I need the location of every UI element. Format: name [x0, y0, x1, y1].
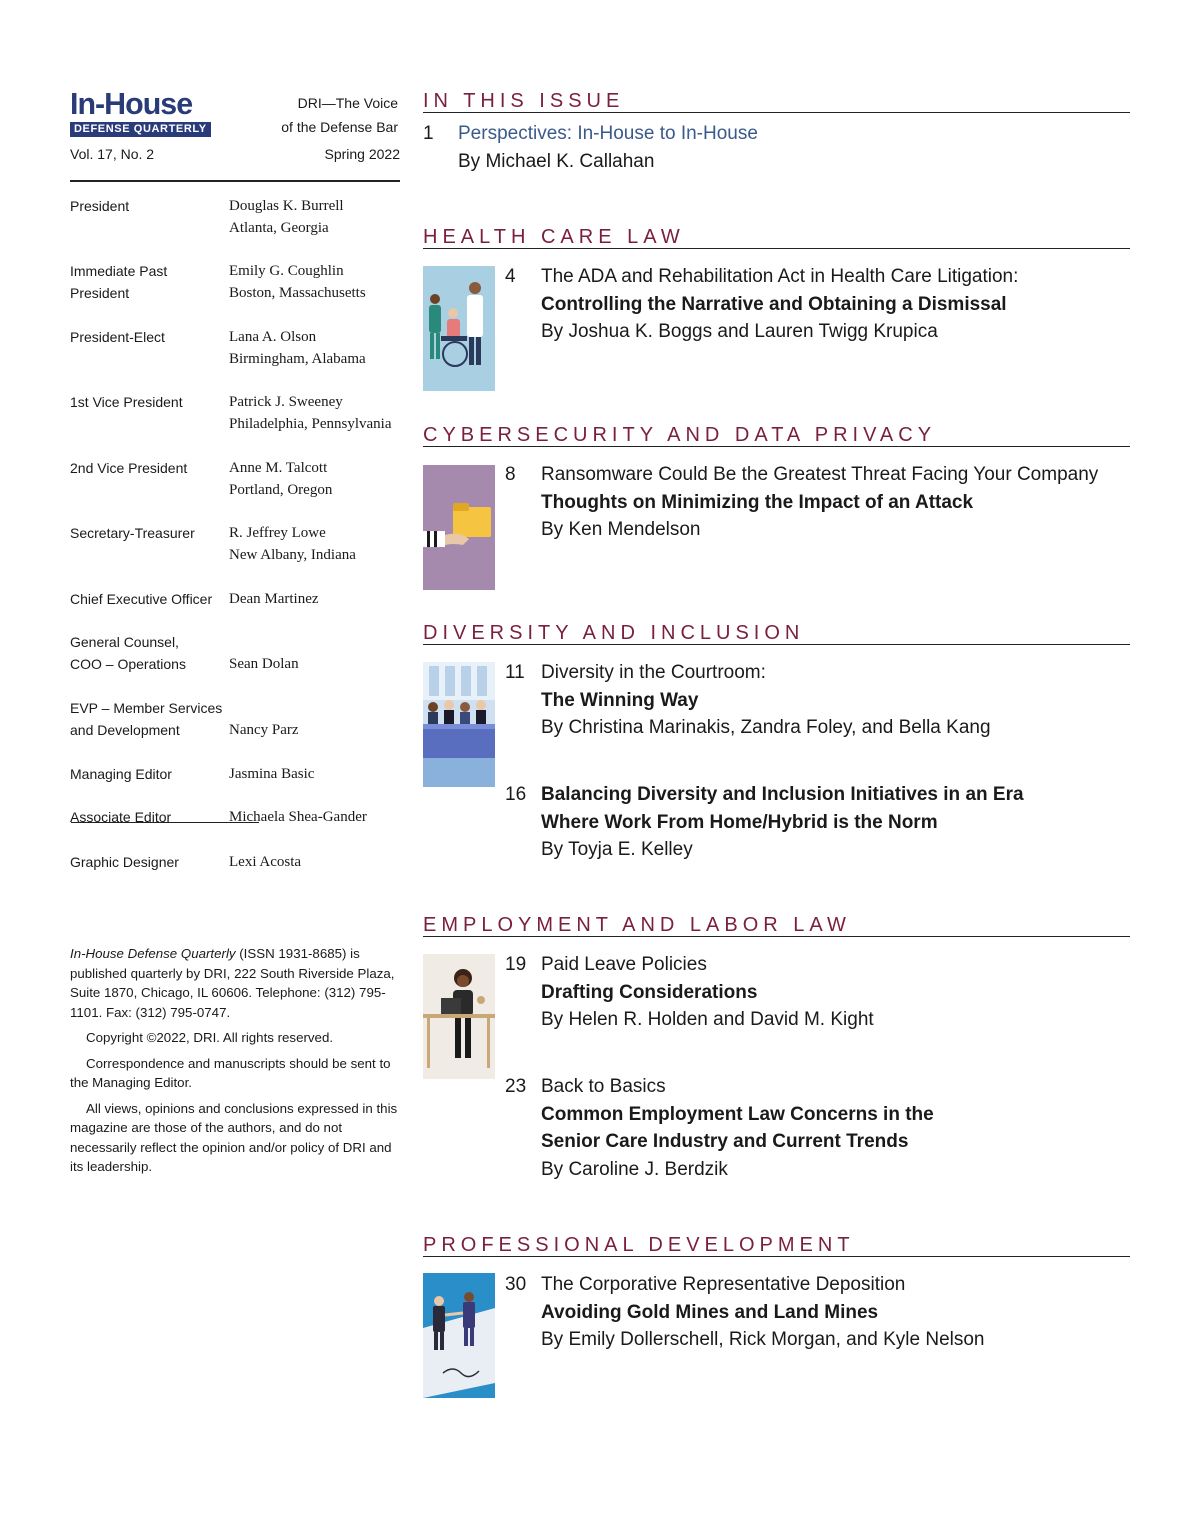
entry-title: Ransomware Could Be the Greatest Threat Facing Your Company	[541, 464, 1099, 485]
officer-place: Boston, Massachusetts	[229, 285, 366, 301]
page-number: 19	[505, 954, 527, 975]
officer-info	[229, 522, 404, 566]
section-heading-health-care-law: HEALTH CARE LAW	[423, 226, 1130, 249]
officer-role: Managing Editor	[70, 766, 172, 782]
page-number: 11	[505, 662, 525, 683]
section-heading-in-this-issue: IN THIS ISSUE	[423, 90, 1130, 113]
officer-role: 2nd Vice President	[70, 460, 188, 476]
officer-name: Lana A. Olson	[229, 329, 317, 345]
officer-name: R. Jeffrey Lowe	[229, 525, 326, 541]
publication-details: (ISSN 1931-8685) is published quarterly by DRI, 222 South Riverside Plaza, Suite 1870, Chicago, IL 60606. Telephone: (312) 795-1101. Fax: (312) 795-0747.	[70, 946, 395, 1020]
entry-byline: By Caroline J. Berdzik	[541, 1158, 728, 1180]
publication-info	[70, 944, 400, 1183]
health-care-illustration	[423, 266, 495, 391]
officer-info	[229, 719, 404, 741]
officer-name: Jasmina Basic	[229, 766, 315, 782]
issue-season: Spring 2022	[324, 146, 400, 162]
officer-name: Nancy Parz	[229, 722, 299, 738]
entry-subtitle: Thoughts on Minimizing the Impact of an Attack	[541, 491, 974, 513]
entry-title: Balancing Diversity and Inclusion Initiatives in an Era	[541, 784, 1024, 805]
entry-title: The Corporative Representative Deposition	[541, 1274, 906, 1295]
page-number: 4	[505, 266, 516, 287]
officer-name: Douglas K. Burrell	[229, 198, 344, 214]
correspondence-notice: Correspondence and manuscripts should be sent to the Managing Editor.	[70, 1055, 391, 1090]
entry-subtitle-cont: Senior Care Industry and Current Trends	[541, 1131, 909, 1152]
entry-byline: By Christina Marinakis, Zandra Foley, and Bella Kang	[541, 717, 991, 738]
entry-text	[541, 1073, 1131, 1183]
entry-text	[458, 120, 1048, 175]
entry-subtitle: Controlling the Narrative and Obtaining a Dismissal	[541, 293, 1007, 315]
page-number: 1	[423, 123, 434, 144]
officer-role	[70, 697, 230, 741]
entry-byline: By Michael K. Callahan	[458, 150, 655, 172]
officer-role-line-2: COO – Operations	[70, 656, 186, 672]
entry-title-cont: Where Work From Home/Hybrid is the Norm	[541, 811, 938, 833]
officer-info	[229, 260, 404, 304]
entry-byline: By Helen R. Holden and David M. Kight	[541, 1009, 874, 1030]
volume-number: Vol. 17, No. 2	[70, 146, 155, 162]
officer-info	[229, 195, 404, 239]
logo-sub-text: DEFENSE QUARTERLY	[70, 122, 211, 137]
officer-role-line-2: and Development	[70, 722, 180, 738]
officer-role: 1st Vice President	[70, 394, 183, 410]
folder-handoff-illustration	[423, 465, 495, 590]
officer-role: President	[70, 198, 130, 214]
officer-name: Sean Dolan	[229, 656, 299, 672]
tagline	[281, 91, 398, 139]
officer-role-line-1: General Counsel,	[70, 634, 179, 650]
officer-place: Atlanta, Georgia	[229, 220, 329, 236]
officer-name: Anne M. Talcott	[229, 460, 328, 476]
page-number: 23	[505, 1076, 527, 1097]
entry-subtitle: Avoiding Gold Mines and Land Mines	[541, 1301, 879, 1323]
copyright-notice: Copyright ©2022, DRI. All rights reserved.	[86, 1030, 334, 1045]
entry-byline: By Joshua K. Boggs and Lauren Twigg Krupica	[541, 321, 938, 342]
officer-place: New Albany, Indiana	[229, 547, 356, 563]
officer-info	[229, 653, 404, 675]
officer-place: Birmingham, Alabama	[229, 351, 366, 367]
page-number: 8	[505, 464, 516, 485]
officer-role: Associate Editor	[70, 809, 172, 825]
officer-role: Secretary-Treasurer	[70, 525, 195, 541]
officer-info	[229, 763, 404, 785]
officer-name: Lexi Acosta	[229, 854, 302, 870]
entry-subtitle: The Winning Way	[541, 689, 699, 711]
tagline-line-1: DRI—The Voice	[297, 95, 398, 111]
officer-name: Michaela Shea-Gander	[229, 809, 367, 825]
officer-name: Patrick J. Sweeney	[229, 394, 343, 410]
entry-subtitle: Common Employment Law Concerns in the	[541, 1103, 934, 1125]
officer-role: Immediate Past President	[70, 263, 168, 301]
remote-worker-illustration	[423, 954, 495, 1079]
entry-byline: By Emily Dollerschell, Rick Morgan, and Kyle Nelson	[541, 1329, 985, 1350]
officer-role: President-Elect	[70, 329, 165, 345]
officer-name: Dean Martinez	[229, 591, 319, 607]
masthead-divider	[70, 180, 400, 182]
entry-subtitle: Drafting Considerations	[541, 981, 758, 1003]
publication-statement	[70, 944, 400, 1022]
handshake-contract-illustration	[423, 1273, 495, 1398]
column-divider	[71, 822, 259, 823]
officer-role: Graphic Designer	[70, 854, 179, 870]
in-house-logo	[70, 88, 215, 137]
entry-text	[541, 263, 1131, 346]
section-heading-employment: EMPLOYMENT AND LABOR LAW	[423, 914, 1130, 937]
tagline-line-2: of the Defense Bar	[281, 119, 398, 135]
page-number: 30	[505, 1274, 527, 1295]
entry-title: The ADA and Rehabilitation Act in Health Care Litigation:	[541, 266, 1019, 287]
officer-role-line-1: EVP – Member Services	[70, 700, 223, 716]
entry-byline: By Ken Mendelson	[541, 519, 701, 540]
logo-main-text: In-House	[70, 86, 193, 121]
entry-title: Back to Basics	[541, 1076, 666, 1097]
officer-name: Emily G. Coughlin	[229, 263, 344, 279]
entry-title-link[interactable]: Perspectives: In-House to In-House	[458, 123, 758, 144]
section-heading-diversity: DIVERSITY AND INCLUSION	[423, 622, 1130, 645]
section-heading-cybersecurity: CYBERSECURITY AND DATA PRIVACY	[423, 424, 1130, 447]
disclaimer: All views, opinions and conclusions expressed in this magazine are those of the authors, and do not necessarily reflect the opinion and/or policy of DRI and its leadership.	[70, 1100, 398, 1174]
officer-role	[70, 631, 230, 675]
publication-title: In-House Defense Quarterly	[70, 946, 236, 961]
entry-text	[541, 951, 1131, 1034]
entry-text	[541, 659, 1131, 742]
officer-info	[229, 806, 404, 828]
officer-info	[229, 851, 404, 873]
entry-byline: By Toyja E. Kelley	[541, 839, 693, 860]
entry-text	[541, 781, 1131, 864]
page-number: 16	[505, 784, 527, 805]
entry-text	[541, 1271, 1131, 1354]
officer-info	[229, 457, 404, 501]
officer-info	[229, 326, 404, 370]
officer-place: Portland, Oregon	[229, 482, 333, 498]
officer-info	[229, 391, 404, 435]
section-heading-professional-development: PROFESSIONAL DEVELOPMENT	[423, 1234, 1130, 1257]
entry-title: Paid Leave Policies	[541, 954, 707, 975]
officer-place: Philadelphia, Pennsylvania	[229, 416, 392, 432]
officer-role: Chief Executive Officer	[70, 591, 213, 607]
entry-text	[541, 461, 1131, 544]
entry-title: Diversity in the Courtroom:	[541, 662, 766, 683]
officer-info	[229, 588, 404, 610]
courtroom-illustration	[423, 662, 495, 787]
